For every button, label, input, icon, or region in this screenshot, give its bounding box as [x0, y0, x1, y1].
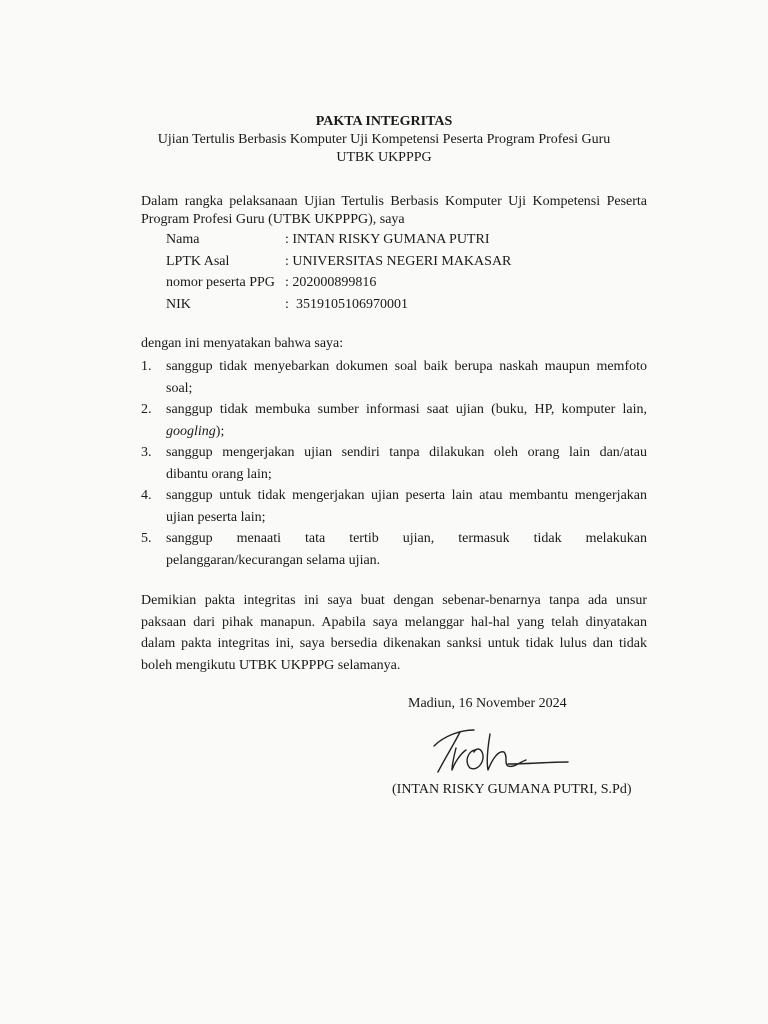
commitment-list [141, 356, 647, 571]
list-item-number: 4. [141, 488, 152, 503]
field-value-name: : INTAN RISKY GUMANA PUTRI [285, 232, 490, 247]
list-item-number: 3. [141, 445, 152, 460]
list-item-number: 2. [141, 402, 152, 417]
list-item-number: 1. [141, 359, 152, 374]
document-subtitle-line2: UTBK UKPPPG [336, 150, 432, 165]
closing-paragraph [141, 590, 647, 676]
list-item [141, 356, 647, 399]
list-item-line2: pelanggaran/kecurangan selama ujian. [166, 552, 381, 568]
list-item-number: 5. [141, 531, 152, 546]
intro-line1: Dalam rangka pelaksanaan Ujian Tertulis Berbasis Komputer Uji Kompetensi Peserta [141, 194, 647, 209]
list-item-line1: sanggup tidak membuka sumber informasi saat ujian (buku, HP, komputer lain, [166, 402, 647, 417]
closing-line3: dalam pakta integritas ini, saya bersedia dikenakan sanksi untuk tidak lulus dan tidak [141, 636, 647, 651]
list-item [141, 485, 647, 528]
intro-line2: Program Profesi Guru (UTBK UKPPPG), saya [141, 212, 405, 227]
document-header [0, 113, 768, 167]
field-label-nik: NIK [166, 296, 191, 312]
place-date: Madiun, 16 November 2024 [408, 696, 567, 711]
list-item [141, 399, 647, 442]
field-value-participant-number: : 202000899816 [285, 275, 377, 290]
closing-line1: Demikian pakta integritas ini saya buat dengan sebenar-benarnya tanpa ada unsur [141, 593, 647, 608]
field-label-name: Nama [166, 232, 200, 247]
list-item-line1: sanggup tidak menyebarkan dokumen soal baik berupa naskah maupun memfoto [166, 359, 647, 374]
list-item-line2-italic: googling [166, 423, 216, 439]
list-item-line1: sanggup menaati tata tertib ujian, termasuk tidak melakukan [166, 531, 647, 546]
field-value-lptk: : UNIVERSITAS NEGERI MAKASAR [285, 253, 512, 269]
field-label-lptk: LPTK Asal [166, 253, 230, 269]
closing-line2: paksaan dari pihak manapun. Apabila saya melanggar hal-hal yang telah dinyatakan [141, 614, 647, 630]
list-item-line2: soal; [166, 380, 193, 396]
list-item-line2: dibantu orang lain; [166, 466, 272, 482]
list-item-line1: sanggup mengerjakan ujian sendiri tanpa dilakukan oleh orang lain dan/atau [166, 445, 647, 460]
document-title: PAKTA INTEGRITAS [315, 114, 453, 129]
list-item-line1: sanggup untuk tidak mengerjakan ujian peserta lain atau membantu mengerjakan [166, 488, 647, 503]
list-item [141, 442, 647, 485]
document-subtitle-line1: Ujian Tertulis Berbasis Komputer Uji Kompetensi Peserta Program Profesi Guru [157, 132, 611, 147]
handwritten-signature [430, 720, 580, 780]
list-item [141, 528, 647, 571]
field-value-nik: 3519105106970001 [296, 296, 408, 312]
intro-paragraph [141, 193, 647, 229]
statement-text: dengan ini menyatakan bahwa saya: [141, 336, 344, 351]
list-item-line2-rest: ); [215, 423, 225, 439]
list-item-line2: ujian peserta lain; [166, 509, 266, 525]
field-colon-nik: : [285, 296, 289, 312]
field-label-participant-number: nomor peserta PPG [166, 275, 275, 290]
signer-name: (INTAN RISKY GUMANA PUTRI, S.Pd) [392, 782, 632, 797]
closing-line4: boleh mengikutu UTBK UKPPPG selamanya. [141, 657, 401, 673]
